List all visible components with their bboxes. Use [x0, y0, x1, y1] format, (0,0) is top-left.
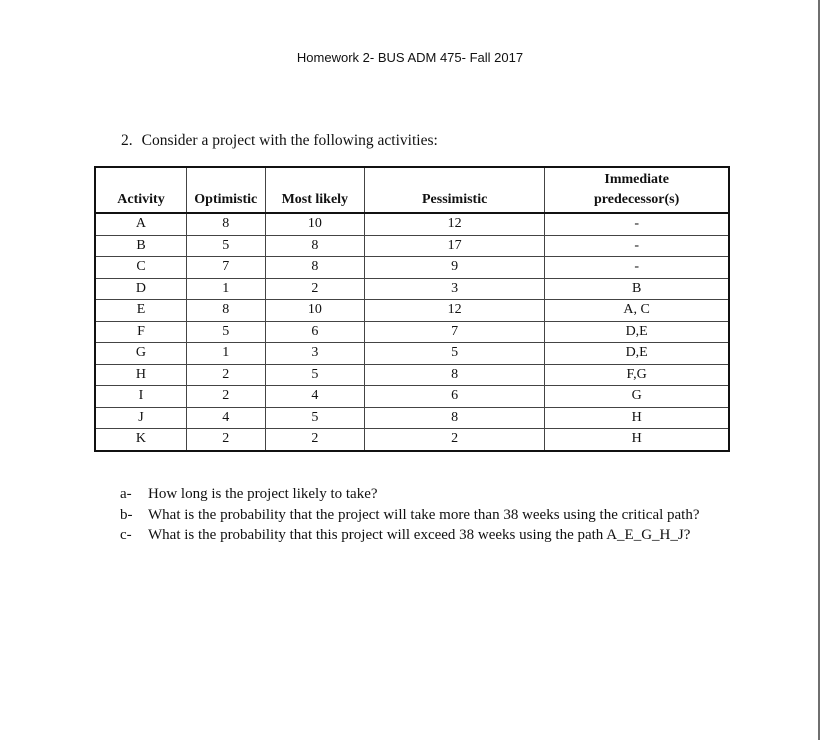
- cell-most-likely: 2: [265, 429, 364, 451]
- cell-optimistic: 1: [186, 343, 265, 365]
- col-header-most-likely: Most likely: [265, 167, 364, 213]
- table-row: [95, 278, 729, 300]
- cell-predecessors: H: [545, 429, 729, 451]
- cell-optimistic: 1: [186, 278, 265, 300]
- question-number: 2.: [121, 132, 133, 149]
- table-row: [95, 429, 729, 451]
- cell-pessimistic: 8: [365, 407, 545, 429]
- subquestion-text: What is the probability that the project will take more than 38 weeks using the critical path?: [148, 506, 700, 523]
- cell-predecessors: D,E: [545, 343, 729, 365]
- cell-activity: B: [95, 235, 186, 257]
- subquestion-text: How long is the project likely to take?: [148, 486, 378, 502]
- cell-predecessors: -: [545, 235, 729, 257]
- subquestion-text: What is the probability that this project will exceed 38 weeks using the path A_E_G_H_J?: [148, 527, 691, 543]
- cell-most-likely: 6: [265, 321, 364, 343]
- cell-most-likely: 4: [265, 386, 364, 408]
- cell-most-likely: 10: [265, 213, 364, 235]
- cell-most-likely: 10: [265, 300, 364, 322]
- cell-optimistic: 7: [186, 257, 265, 279]
- subquestion-label: c-: [120, 527, 132, 543]
- table-row: [95, 213, 729, 235]
- question-text: Consider a project with the following activities:: [141, 132, 438, 149]
- cell-optimistic: 8: [186, 213, 265, 235]
- cell-activity: C: [95, 257, 186, 279]
- cell-activity: A: [95, 213, 186, 235]
- subquestion-item: [120, 505, 724, 526]
- cell-pessimistic: 2: [365, 429, 545, 451]
- table-row: [95, 386, 729, 408]
- activities-table: [94, 166, 730, 452]
- col-header-optimistic: Optimistic: [186, 167, 265, 213]
- table-row: [95, 364, 729, 386]
- cell-predecessors: G: [545, 386, 729, 408]
- cell-predecessors: -: [545, 257, 729, 279]
- cell-most-likely: 5: [265, 364, 364, 386]
- cell-activity: G: [95, 343, 186, 365]
- cell-optimistic: 4: [186, 407, 265, 429]
- cell-optimistic: 5: [186, 235, 265, 257]
- cell-most-likely: 8: [265, 257, 364, 279]
- cell-predecessors: D,E: [545, 321, 729, 343]
- table-row: [95, 321, 729, 343]
- cell-most-likely: 3: [265, 343, 364, 365]
- table-row: [95, 343, 729, 365]
- cell-optimistic: 8: [186, 300, 265, 322]
- subquestion-item: [120, 484, 724, 505]
- cell-predecessors: B: [545, 278, 729, 300]
- cell-pessimistic: 3: [365, 278, 545, 300]
- page-header: Homework 2- BUS ADM 475- Fall 2017: [296, 50, 524, 65]
- cell-pessimistic: 5: [365, 343, 545, 365]
- cell-activity: J: [95, 407, 186, 429]
- cell-optimistic: 2: [186, 364, 265, 386]
- cell-most-likely: 5: [265, 407, 364, 429]
- cell-activity: F: [95, 321, 186, 343]
- table-row: [95, 407, 729, 429]
- cell-optimistic: 5: [186, 321, 265, 343]
- col-header-activity: Activity: [95, 167, 186, 213]
- col-header-predecessors-line1: Immediate: [604, 172, 669, 187]
- subquestion-item: [120, 525, 724, 546]
- cell-pessimistic: 12: [365, 300, 545, 322]
- col-header-pessimistic: Pessimistic: [365, 167, 545, 213]
- cell-pessimistic: 7: [365, 321, 545, 343]
- cell-pessimistic: 8: [365, 364, 545, 386]
- subquestion-list: [120, 484, 724, 546]
- cell-predecessors: A, C: [545, 300, 729, 322]
- cell-pessimistic: 12: [365, 213, 545, 235]
- cell-activity: K: [95, 429, 186, 451]
- cell-predecessors: H: [545, 407, 729, 429]
- cell-most-likely: 8: [265, 235, 364, 257]
- cell-pessimistic: 17: [365, 235, 545, 257]
- cell-pessimistic: 9: [365, 257, 545, 279]
- table-body: [95, 213, 729, 451]
- col-header-predecessors: [545, 167, 729, 213]
- cell-optimistic: 2: [186, 429, 265, 451]
- table-header-row: [95, 167, 729, 213]
- cell-predecessors: -: [545, 213, 729, 235]
- cell-activity: I: [95, 386, 186, 408]
- subquestion-label: b-: [120, 506, 133, 523]
- cell-optimistic: 2: [186, 386, 265, 408]
- cell-activity: D: [95, 278, 186, 300]
- subquestion-label: a-: [120, 486, 132, 502]
- col-header-predecessors-line2: predecessor(s): [594, 192, 680, 207]
- cell-activity: E: [95, 300, 186, 322]
- table-row: [95, 300, 729, 322]
- cell-activity: H: [95, 364, 186, 386]
- question-2: [121, 132, 438, 150]
- cell-most-likely: 2: [265, 278, 364, 300]
- table-row: [95, 235, 729, 257]
- cell-pessimistic: 6: [365, 386, 545, 408]
- table-row: [95, 257, 729, 279]
- cell-predecessors: F,G: [545, 364, 729, 386]
